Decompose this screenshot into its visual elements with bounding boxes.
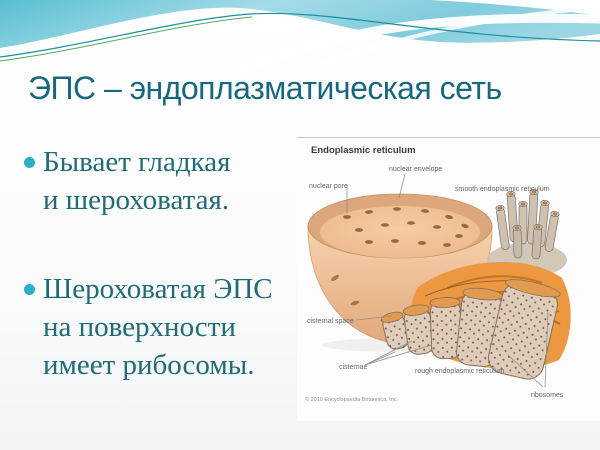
bullet-2-line-2: на поверхности [43,311,236,343]
figure-label-cisternae: cisternae [339,364,368,371]
slide-title: ЭПС – эндоплазматическая сеть [28,70,502,106]
bullet-1-line-2: и шероховатая. [43,184,230,216]
figure-label-smooth-er: smooth endoplasmic reticulum [455,186,550,193]
figure-label-nuclear-envelope: nuclear envelope [389,166,443,173]
bullet-2-line-1: Шероховатая ЭПС [43,273,273,305]
bullet-2-line-3: имеет рибосомы. [43,349,255,381]
figure-heading: Endoplasmic reticulum [311,145,416,156]
figure-label-ribosomes: ribosomes [531,392,564,399]
bullet-item-1 [24,143,231,219]
figure-label-rough-er: rough endoplasmic reticulum [415,368,505,375]
figure-label-nuclear-pore: nuclear pore [309,183,348,190]
bullet-1-line-1: Бывает гладкая [43,146,231,178]
header-wave-decoration [0,0,600,70]
bullet-text-1 [43,143,231,219]
figure-label-cisternal-space: cisternal space [307,318,354,325]
bullet-dot-icon [24,157,35,168]
bullet-text-2 [43,270,273,384]
er-figure [297,137,600,421]
wave-band [0,0,600,48]
bullet-item-2 [24,270,273,384]
bullet-dot-icon [24,284,35,295]
figure-copyright: © 2010 Encyclopaedia Britannica, Inc. [305,397,399,403]
